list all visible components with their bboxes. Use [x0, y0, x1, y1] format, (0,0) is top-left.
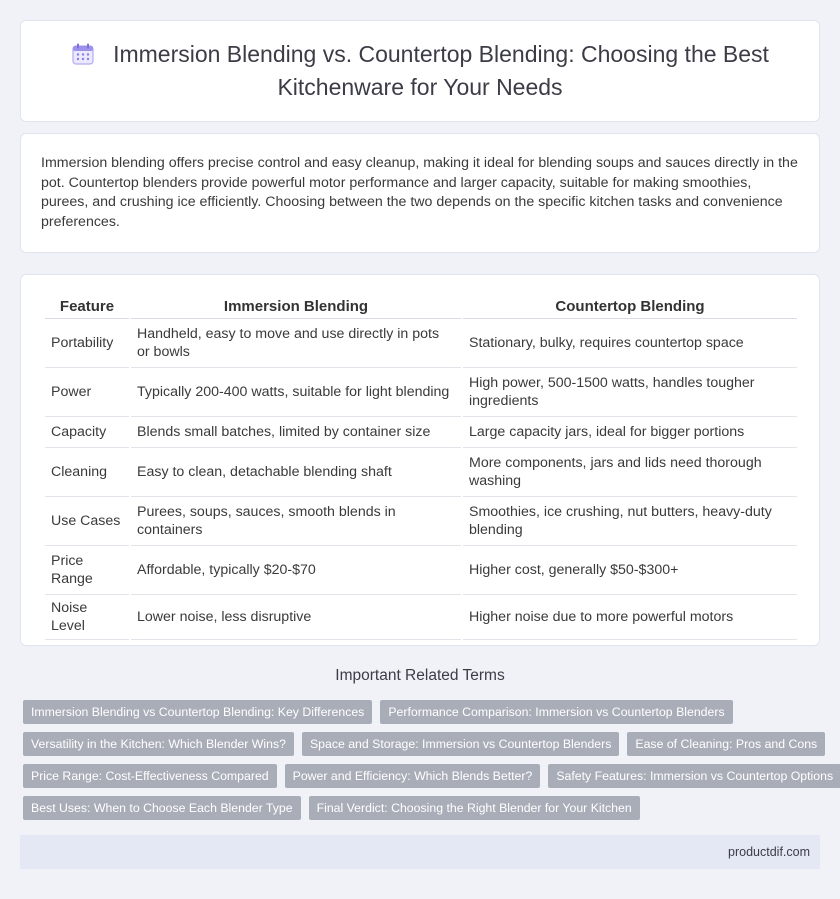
table-row [45, 368, 797, 417]
countertop-cell: Stationary, bulky, requires countertop space [463, 319, 797, 368]
comparison-table [43, 293, 799, 640]
footer [20, 835, 820, 869]
feature-cell: Power [45, 368, 129, 417]
feature-cell: Portability [45, 319, 129, 368]
related-term-tag[interactable]: Immersion Blending vs Countertop Blending: Key Differences [23, 700, 372, 724]
immersion-cell: Lower noise, less disruptive [131, 595, 461, 640]
related-terms-list [23, 700, 834, 828]
immersion-cell: Typically 200-400 watts, suitable for light blending [131, 368, 461, 417]
countertop-cell: More components, jars and lids need thorough washing [463, 448, 797, 497]
header-card [20, 20, 820, 122]
countertop-cell: Large capacity jars, ideal for bigger portions [463, 417, 797, 448]
feature-cell: Capacity [45, 417, 129, 448]
page-title-wrap [61, 40, 779, 102]
table-row [45, 497, 797, 546]
immersion-cell: Affordable, typically $20-$70 [131, 546, 461, 595]
countertop-cell: Smoothies, ice crushing, nut butters, heavy-duty blending [463, 497, 797, 546]
feature-cell: Cleaning [45, 448, 129, 497]
header-feature: Feature [45, 293, 129, 319]
intro-text: Immersion blending offers precise control and easy cleanup, making it ideal for blending soups and sauces directly in the pot. Countertop blenders provide powerful motor performance and larger capacity, suitable for making smoothies, purees, and crushing ice efficiently. Choosing between the two depends on the specific kitchen tasks and convenience preferences. [41, 155, 798, 230]
comparison-table-card [20, 274, 820, 646]
feature-cell: Use Cases [45, 497, 129, 546]
related-term-tag[interactable]: Final Verdict: Choosing the Right Blender for Your Kitchen [309, 796, 640, 820]
feature-cell: Noise Level [45, 595, 129, 640]
immersion-cell: Handheld, easy to move and use directly in pots or bowls [131, 319, 461, 368]
header-immersion: Immersion Blending [131, 293, 461, 319]
table-row [45, 546, 797, 595]
tag-row [23, 732, 823, 756]
page-title: Immersion Blending vs. Countertop Blending: Choosing the Best Kitchenware for Your Needs [113, 41, 769, 100]
header-countertop: Countertop Blending [463, 293, 797, 319]
table-row [45, 417, 797, 448]
immersion-cell: Easy to clean, detachable blending shaft [131, 448, 461, 497]
related-term-tag[interactable]: Versatility in the Kitchen: Which Blender Wins? [23, 732, 294, 756]
table-row [45, 319, 797, 368]
table-row [45, 448, 797, 497]
related-terms-title: Important Related Terms [335, 667, 505, 684]
countertop-cell: High power, 500-1500 watts, handles tougher ingredients [463, 368, 797, 417]
immersion-cell: Purees, soups, sauces, smooth blends in containers [131, 497, 461, 546]
intro-card [20, 133, 820, 253]
calendar-icon [71, 42, 95, 73]
related-term-tag[interactable]: Safety Features: Immersion vs Countertop Options [548, 764, 840, 788]
related-term-tag[interactable]: Best Uses: When to Choose Each Blender Type [23, 796, 301, 820]
related-term-tag[interactable]: Ease of Cleaning: Pros and Cons [627, 732, 825, 756]
countertop-cell: Higher noise due to more powerful motors [463, 595, 797, 640]
tag-row [23, 764, 834, 788]
footer-site[interactable]: productdif.com [728, 845, 810, 859]
related-term-tag[interactable]: Price Range: Cost-Effectiveness Compared [23, 764, 277, 788]
table-header-row [45, 293, 797, 319]
countertop-cell: Higher cost, generally $50-$300+ [463, 546, 797, 595]
feature-cell: Price Range [45, 546, 129, 595]
tag-row [23, 700, 823, 724]
immersion-cell: Blends small batches, limited by container size [131, 417, 461, 448]
related-term-tag[interactable]: Space and Storage: Immersion vs Countertop Blenders [302, 732, 619, 756]
tag-row [23, 796, 823, 820]
related-term-tag[interactable]: Power and Efficiency: Which Blends Better? [285, 764, 541, 788]
table-row [45, 595, 797, 640]
related-term-tag[interactable]: Performance Comparison: Immersion vs Countertop Blenders [380, 700, 732, 724]
